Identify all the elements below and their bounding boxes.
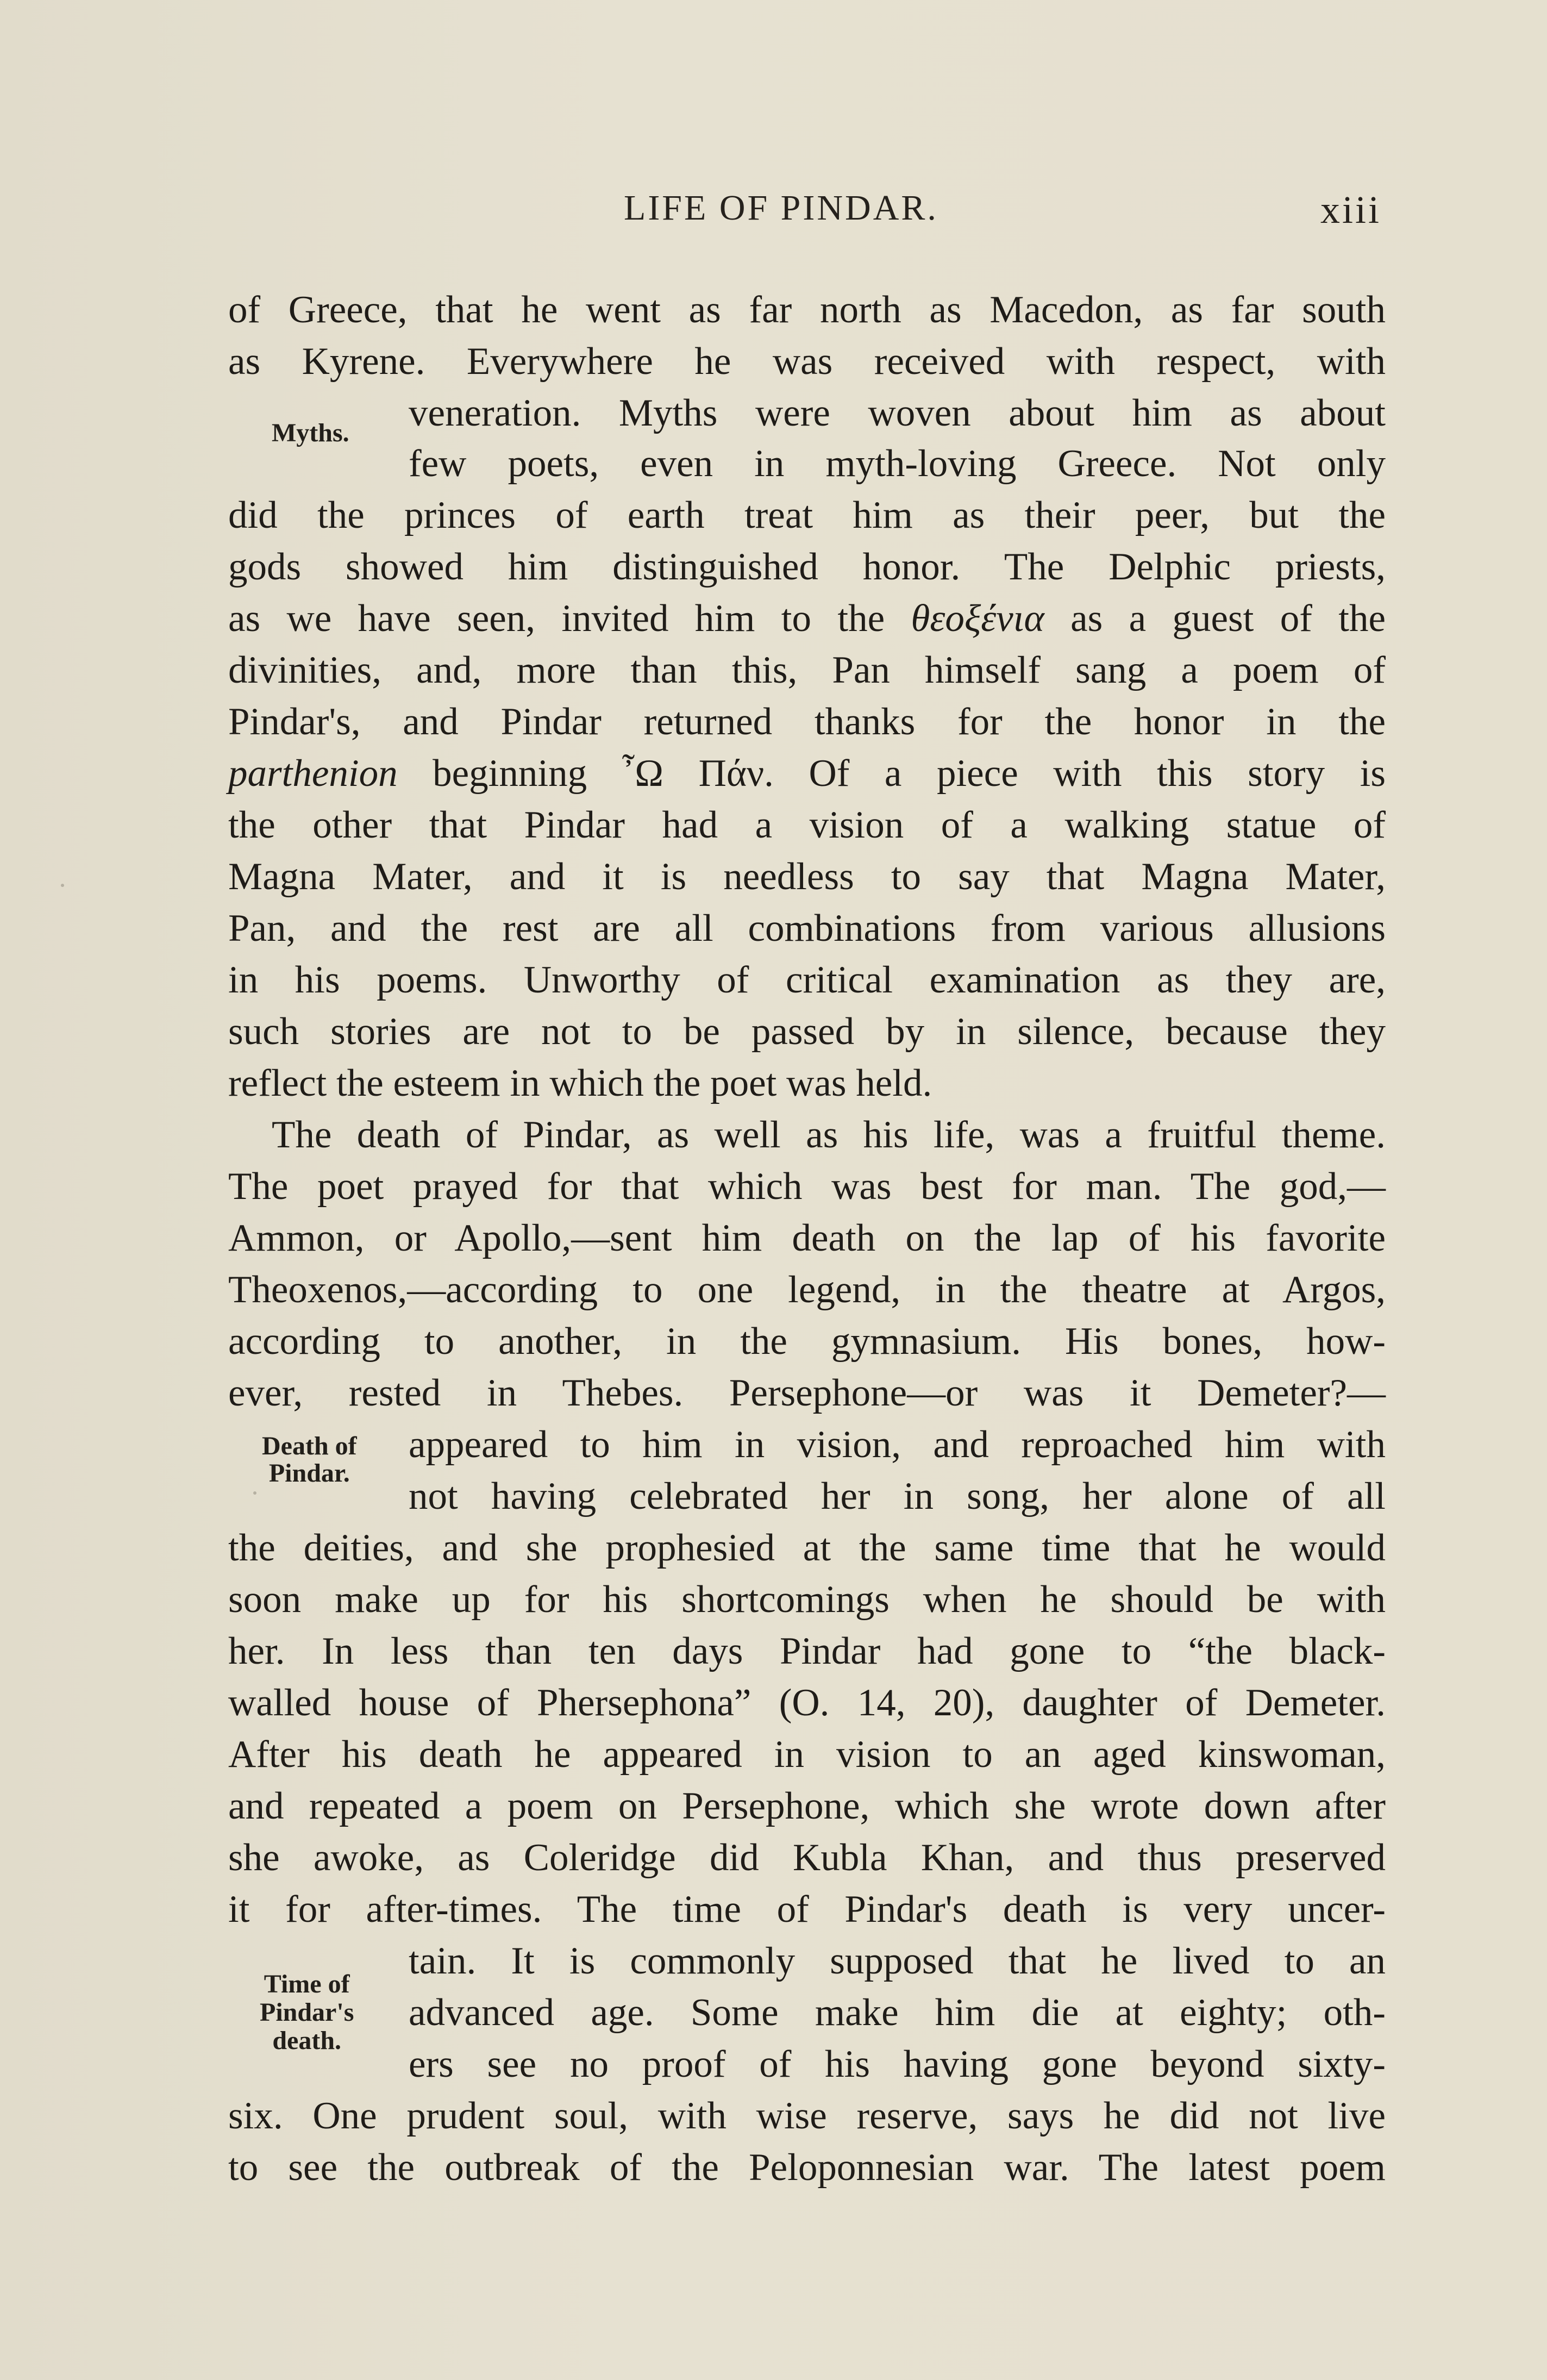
text-line: in his poems. Unworthy of critical examination as they are, [228,959,1386,1001]
text-line: she awoke, as Coleridge did Kubla Khan, and thus preserved [228,1836,1386,1879]
italic-word-parthenion: parthenion [228,752,398,795]
text-line: did the princes of earth treat him as their peer, but the [228,494,1386,536]
text-line: Pindar's, and Pindar returned thanks for the honor in the [228,701,1386,743]
text-line: gods showed him distinguished honor. The Delphic priests, [228,546,1386,588]
text-line: the other that Pindar had a vision of a walking statue of [228,804,1386,846]
text-line: Ammon, or Apollo,—sent him death on the lap of his favorite [228,1217,1386,1259]
text-line: appeared to him in vision, and reproached him with [409,1423,1386,1466]
text-line: to see the outbreak of the Peloponnesian war. The latest poem [228,2146,1386,2189]
text-line-with-italic [228,754,1386,793]
margin-note-myths [272,417,349,449]
text-segment: beginning ῏Ω Πάν. Of a piece with this story is [433,752,1386,795]
margin-note-time-line2: Pindar's [260,1998,354,2027]
text-line: soon make up for his shortcomings when he should be with [228,1578,1386,1621]
text-line: walled house of Phersephona” (O. 14, 20), daughter of Demeter. [228,1682,1386,1724]
text-line: such stories are not to be passed by in silence, because they [228,1010,1386,1053]
margin-note-time-of-death [260,1969,354,2057]
text-line: the deities, and she prophesied at the same time that he would [228,1527,1386,1569]
text-line: tain. It is commonly supposed that he lived to an [409,1940,1386,1982]
text-line: it for after-times. The time of Pindar's death is very uncer- [228,1888,1386,1931]
text-line: her. In less than ten days Pindar had gone to “the black- [228,1630,1386,1672]
text-line: The poet prayed for that which was best for man. The god,— [228,1165,1386,1208]
text-line: advanced age. Some make him die at eighty; oth- [409,1991,1386,2034]
paper-fleck [253,1491,256,1495]
text-line: according to another, in the gymnasium. His bones, how- [228,1320,1386,1363]
margin-note-death-line1: Death of [262,1432,357,1460]
text-line: reflect the esteem in which the poet was held. [228,1062,932,1104]
text-line: of Greece, that he went as far north as Macedon, as far south [228,289,1386,331]
text-line: few poets, even in myth-loving Greece. Not only [409,442,1386,485]
text-line: Pan, and the rest are all combinations from various allusions [228,907,1386,949]
text-line: After his death he appeared in vision to an aged kinswoman, [228,1733,1386,1776]
text-segment: as a guest of the [1070,597,1386,640]
margin-note-time-line1: Time of [264,1970,350,1998]
margin-note-time-line3: death. [272,2026,342,2055]
margin-note-myths-text: Myths. [272,418,349,447]
page-number: xiii [1320,188,1382,232]
text-line: ever, rested in Thebes. Persephone—or was it Demeter?— [228,1372,1386,1414]
text-line: ers see no proof of his having gone beyond sixty- [409,2043,1386,2085]
running-title: LIFE OF PINDAR. [624,188,938,228]
greek-word-theoxenia: θεοξένια [911,597,1044,640]
text-line: veneration. Myths were woven about him as about [409,392,1386,434]
text-line: six. One prudent soul, with wise reserve, says he did not live [228,2095,1386,2137]
text-line: Theoxenos,—according to one legend, in the theatre at Argos, [228,1269,1386,1311]
text-line: and repeated a poem on Persephone, which she wrote down after [228,1785,1386,1827]
text-line: as Kyrene. Everywhere he was received with respect, with [228,340,1386,383]
paper-fleck [61,884,64,887]
text-line: Magna Mater, and it is needless to say that Magna Mater, [228,855,1386,898]
text-line-with-greek [228,599,1386,638]
text-line: The death of Pindar, as well as his life, was a fruitful theme. [272,1114,1386,1156]
margin-note-death-of-pindar [262,1431,357,1489]
margin-note-death-line2: Pindar. [268,1459,350,1488]
text-segment: as we have seen, invited him to the [228,597,885,640]
text-line: not having celebrated her in song, her alone of all [409,1475,1386,1517]
text-line: divinities, and, more than this, Pan himself sang a poem of [228,649,1386,691]
